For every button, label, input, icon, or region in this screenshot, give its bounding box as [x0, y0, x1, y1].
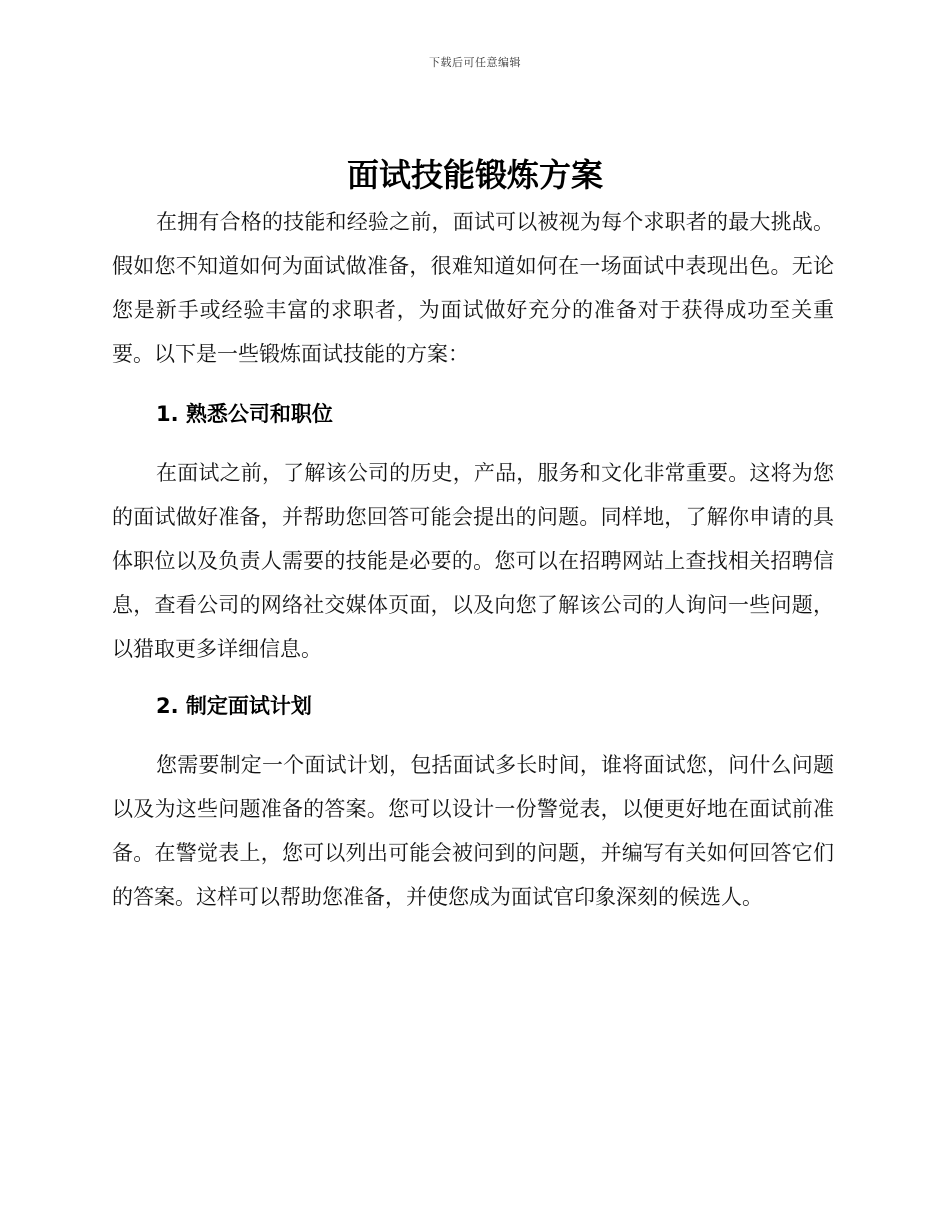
section-heading-1: 1. 熟悉公司和职位: [156, 402, 333, 426]
header-note: 下载后可任意编辑: [429, 56, 521, 69]
section-heading-2: 2. 制定面试计划: [156, 694, 312, 718]
section-paragraph-2: 您需要制定一个面试计划，包括面试多长时间，谁将面试您，问什么问题以及为这些问题准备的答案。您可以设计一份警觉表，以便更好地在面试前准备。在警觉表上，您可以列出可能会被问到的问题，并编写有关如何回答它们的答案。这样可以帮助您准备，并使您成为面试官印象深刻的候选人。: [112, 753, 834, 909]
section-paragraph-1: 在面试之前，了解该公司的历史，产品，服务和文化非常重要。这将为您的面试做好准备，并帮助您回答可能会提出的问题。同样地，了解你申请的具体职位以及负责人需要的技能是必要的。您可以在招聘网站上查找相关招聘信息，查看公司的网络社交媒体页面，以及向您了解该公司的人询问一些问题，以猎取更多详细信息。: [112, 461, 834, 661]
document-body: [112, 200, 834, 919]
document-title: 面试技能锻炼方案: [346, 156, 603, 194]
intro-paragraph: 在拥有合格的技能和经验之前，面试可以被视为每个求职者的最大挑战。假如您不知道如何为面试做准备，很难知道如何在一场面试中表现出色。无论您是新手或经验丰富的求职者，为面试做好充分的准备对于获得成功至关重要。以下是一些锻炼面试技能的方案：: [112, 210, 834, 366]
